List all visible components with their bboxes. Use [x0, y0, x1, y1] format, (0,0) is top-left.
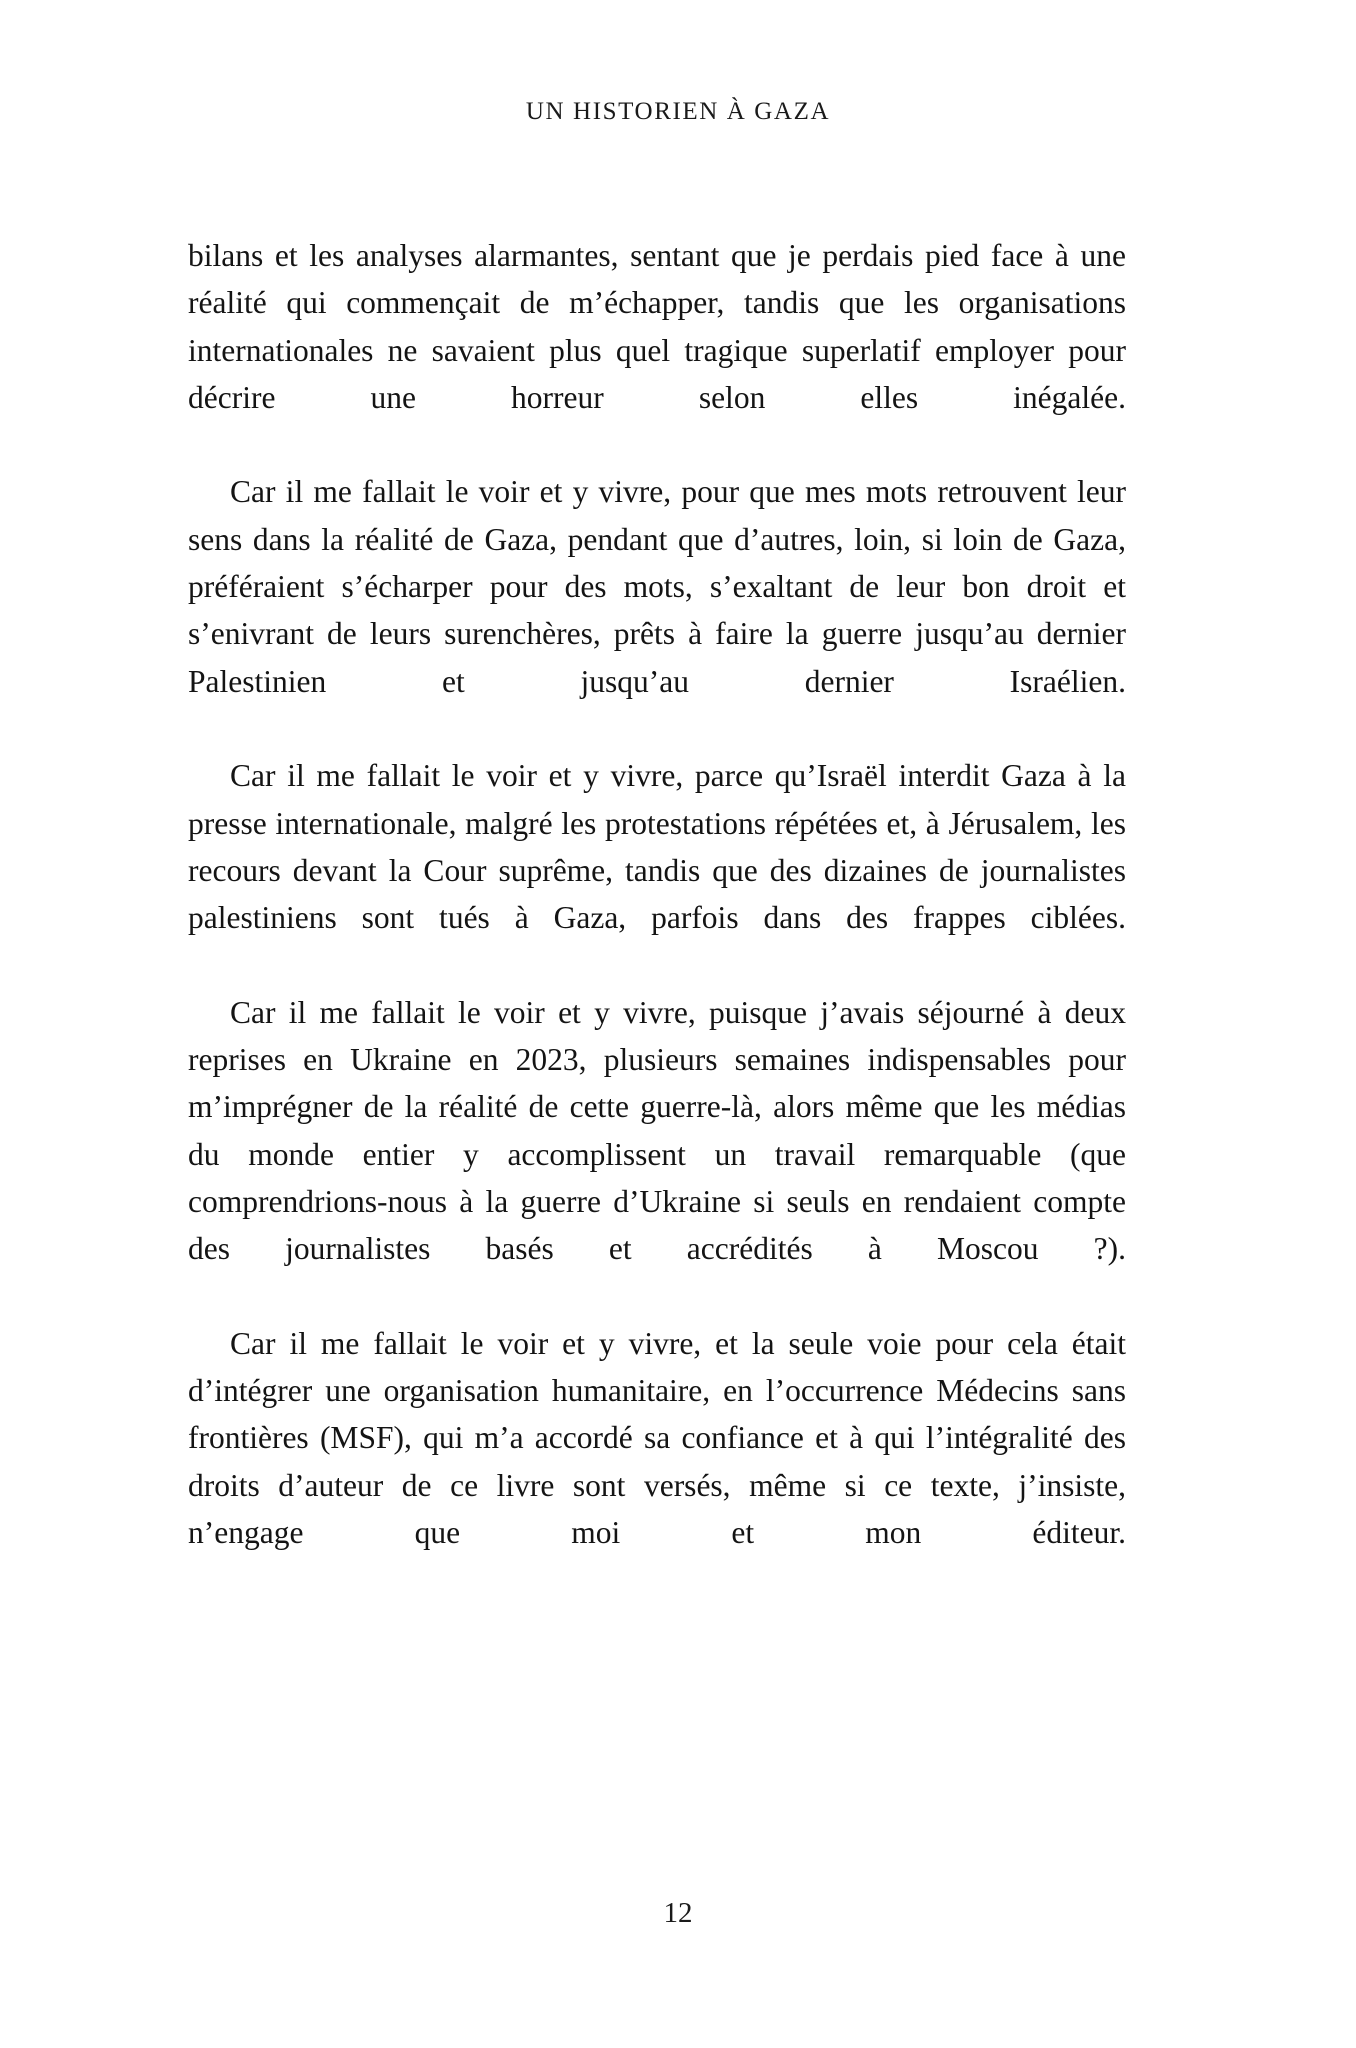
paragraph-4: Car il me fallait le voir et y vivre, puisque j’avais séjourné à deux reprises en Ukraine en 2023, plusieurs semaines indispensables pour m’imprégner de la réalité de cette guerre-là, alors même que les médias du monde entier y accomplissent un travail remarquable (que comprendrions-nous à la guerre d’Ukraine si seuls en rendaient compte des journalistes basés et accrédités à Moscou ?).	[188, 994, 1126, 1267]
body-text-block	[188, 232, 1126, 1604]
running-head: UN HISTORIEN À GAZA	[525, 98, 831, 125]
paragraph-5: Car il me fallait le voir et y vivre, et la seule voie pour cela était d’intégrer une organisation humanitaire, en l’occurrence Médecins sans frontières (MSF), qui m’a accordé sa confiance et à qui l’intégralité des droits d’auteur de ce livre sont versés, même si ce texte, j’insiste, n’engage que moi et mon éditeur.	[188, 1325, 1126, 1551]
paragraph-1: bilans et les analyses alarmantes, sentant que je perdais pied face à une réalité qui commençait de m’échapper, tandis que les organisations internationales ne savaient plus quel tragique superlatif employer pour décrire une horreur selon elles inégalée.	[188, 238, 1126, 415]
page-number: 12	[663, 1897, 693, 1929]
paragraph-3: Car il me fallait le voir et y vivre, parce qu’Israël interdit Gaza à la presse internationale, malgré les protestations répétées et, à Jérusalem, les recours devant la Cour suprême, tandis que des dizaines de journalistes palestiniens sont tués à Gaza, parfois dans des frappes ciblées.	[188, 758, 1126, 936]
paragraph-2: Car il me fallait le voir et y vivre, pour que mes mots retrouvent leur sens dans la réalité de Gaza, pendant que d’autres, loin, si loin de Gaza, préféraient s’écharper pour des mots, s’exaltant de leur bon droit et s’enivrant de leurs surenchères, prêts à faire la guerre jusqu’au dernier Palestinien et jusqu’au dernier Israélien.	[188, 474, 1126, 699]
